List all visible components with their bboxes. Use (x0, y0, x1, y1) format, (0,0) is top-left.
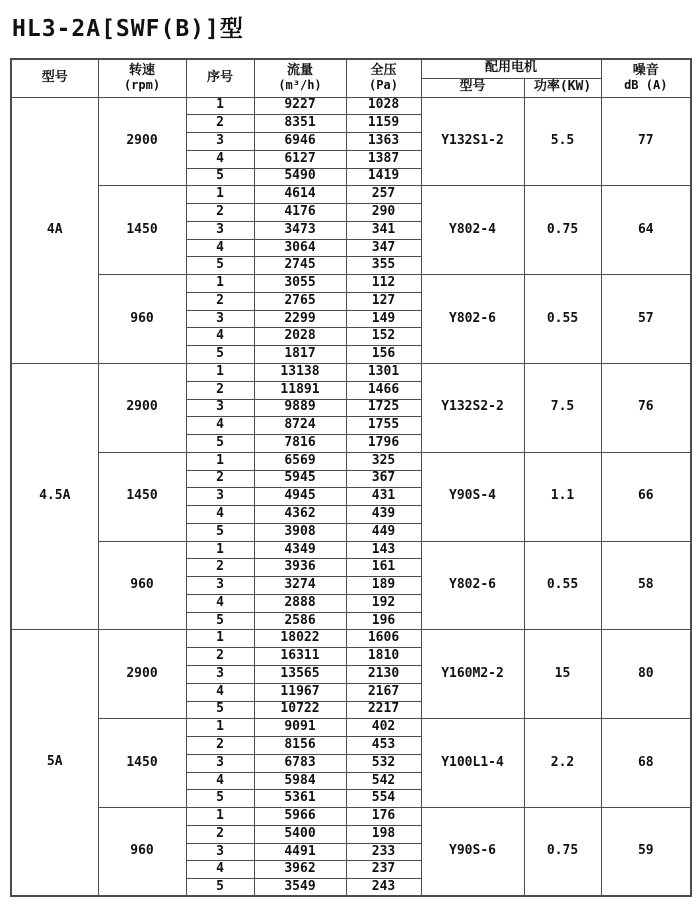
power-cell: 0.55 (524, 541, 601, 630)
motor-model-cell: Y90S-6 (421, 808, 524, 897)
flow-cell: 4176 (254, 204, 346, 222)
pressure-cell: 542 (346, 772, 421, 790)
serial-cell: 2 (186, 115, 254, 133)
serial-cell: 2 (186, 825, 254, 843)
header-noise-line1: 噪音 (632, 62, 659, 78)
noise-cell: 64 (601, 186, 691, 275)
header-motor-power: 功率(KW) (524, 78, 601, 97)
flow-cell: 2299 (254, 310, 346, 328)
flow-cell: 3936 (254, 559, 346, 577)
serial-cell: 5 (186, 257, 254, 275)
table-row (11, 363, 691, 381)
header-speed (98, 59, 186, 97)
flow-cell: 6127 (254, 150, 346, 168)
flow-cell: 5984 (254, 772, 346, 790)
motor-model-cell: Y802-4 (421, 186, 524, 275)
flow-cell: 4614 (254, 186, 346, 204)
serial-cell: 2 (186, 381, 254, 399)
pressure-cell: 1725 (346, 399, 421, 417)
power-cell: 0.75 (524, 186, 601, 275)
flow-cell: 2028 (254, 328, 346, 346)
header-serial: 序号 (186, 59, 254, 97)
pressure-cell: 127 (346, 292, 421, 310)
serial-cell: 3 (186, 221, 254, 239)
speed-cell: 1450 (98, 719, 186, 808)
flow-cell: 8156 (254, 737, 346, 755)
serial-cell: 1 (186, 186, 254, 204)
pressure-cell: 1387 (346, 150, 421, 168)
table-row (11, 719, 691, 737)
header-model: 型号 (11, 59, 98, 97)
speed-cell: 2900 (98, 97, 186, 186)
table-row (11, 452, 691, 470)
header-noise (601, 59, 691, 97)
pressure-cell: 325 (346, 452, 421, 470)
table-row (11, 808, 691, 826)
pressure-cell: 347 (346, 239, 421, 257)
serial-cell: 3 (186, 754, 254, 772)
pressure-cell: 1606 (346, 630, 421, 648)
flow-cell: 6946 (254, 133, 346, 151)
flow-cell: 4491 (254, 843, 346, 861)
serial-cell: 1 (186, 97, 254, 115)
serial-cell: 2 (186, 204, 254, 222)
noise-cell: 57 (601, 275, 691, 364)
table-header (11, 59, 691, 97)
pressure-cell: 149 (346, 310, 421, 328)
serial-cell: 1 (186, 541, 254, 559)
pressure-cell: 237 (346, 861, 421, 879)
pressure-cell: 152 (346, 328, 421, 346)
flow-cell: 16311 (254, 648, 346, 666)
header-flow-line2: (m³/h) (278, 77, 322, 92)
serial-cell: 1 (186, 275, 254, 293)
pressure-cell: 156 (346, 346, 421, 364)
speed-cell: 1450 (98, 452, 186, 541)
pressure-cell: 2130 (346, 666, 421, 684)
flow-cell: 18022 (254, 630, 346, 648)
pressure-cell: 554 (346, 790, 421, 808)
flow-cell: 3962 (254, 861, 346, 879)
pressure-cell: 449 (346, 523, 421, 541)
serial-cell: 2 (186, 292, 254, 310)
noise-cell: 58 (601, 541, 691, 630)
motor-model-cell: Y802-6 (421, 275, 524, 364)
power-cell: 0.55 (524, 275, 601, 364)
serial-cell: 5 (186, 879, 254, 897)
power-cell: 0.75 (524, 808, 601, 897)
speed-cell: 2900 (98, 630, 186, 719)
noise-cell: 59 (601, 808, 691, 897)
pressure-cell: 2167 (346, 683, 421, 701)
serial-cell: 4 (186, 861, 254, 879)
flow-cell: 2888 (254, 594, 346, 612)
header-flow (254, 59, 346, 97)
flow-cell: 1817 (254, 346, 346, 364)
header-noise-line2: dB (A) (624, 77, 668, 92)
table-row (11, 275, 691, 293)
serial-cell: 5 (186, 346, 254, 364)
power-cell: 1.1 (524, 452, 601, 541)
pressure-cell: 431 (346, 488, 421, 506)
flow-cell: 4945 (254, 488, 346, 506)
flow-cell: 8351 (254, 115, 346, 133)
table-row (11, 97, 691, 115)
table-row (11, 630, 691, 648)
flow-cell: 5490 (254, 168, 346, 186)
motor-model-cell: Y132S2-2 (421, 363, 524, 452)
pressure-cell: 257 (346, 186, 421, 204)
speed-cell: 960 (98, 808, 186, 897)
flow-cell: 3055 (254, 275, 346, 293)
power-cell: 2.2 (524, 719, 601, 808)
pressure-cell: 198 (346, 825, 421, 843)
flow-cell: 2586 (254, 612, 346, 630)
header-motor-model: 型号 (421, 78, 524, 97)
pressure-cell: 1419 (346, 168, 421, 186)
speed-cell: 2900 (98, 363, 186, 452)
pressure-cell: 196 (346, 612, 421, 630)
serial-cell: 1 (186, 363, 254, 381)
serial-cell: 5 (186, 523, 254, 541)
serial-cell: 3 (186, 577, 254, 595)
serial-cell: 1 (186, 808, 254, 826)
pressure-cell: 189 (346, 577, 421, 595)
pressure-cell: 112 (346, 275, 421, 293)
flow-cell: 11967 (254, 683, 346, 701)
noise-cell: 68 (601, 719, 691, 808)
flow-cell: 7816 (254, 435, 346, 453)
model-cell: 4A (11, 97, 98, 363)
serial-cell: 4 (186, 328, 254, 346)
flow-cell: 4349 (254, 541, 346, 559)
pressure-cell: 233 (346, 843, 421, 861)
spec-table (10, 58, 692, 897)
pressure-cell: 243 (346, 879, 421, 897)
motor-model-cell: Y132S1-2 (421, 97, 524, 186)
header-pressure-line1: 全压 (370, 62, 397, 78)
pressure-cell: 1796 (346, 435, 421, 453)
flow-cell: 2745 (254, 257, 346, 275)
table-row (11, 186, 691, 204)
serial-cell: 1 (186, 452, 254, 470)
serial-cell: 5 (186, 168, 254, 186)
header-speed-line2: (rpm) (123, 77, 161, 92)
motor-model-cell: Y90S-4 (421, 452, 524, 541)
flow-cell: 6569 (254, 452, 346, 470)
flow-cell: 3274 (254, 577, 346, 595)
serial-cell: 4 (186, 772, 254, 790)
serial-cell: 3 (186, 843, 254, 861)
noise-cell: 80 (601, 630, 691, 719)
flow-cell: 5966 (254, 808, 346, 826)
serial-cell: 5 (186, 701, 254, 719)
flow-cell: 13138 (254, 363, 346, 381)
serial-cell: 4 (186, 417, 254, 435)
flow-cell: 3473 (254, 221, 346, 239)
serial-cell: 3 (186, 310, 254, 328)
pressure-cell: 1810 (346, 648, 421, 666)
flow-cell: 5361 (254, 790, 346, 808)
pressure-cell: 1159 (346, 115, 421, 133)
flow-cell: 11891 (254, 381, 346, 399)
header-pressure-line2: (Pa) (369, 77, 398, 92)
serial-cell: 1 (186, 719, 254, 737)
serial-cell: 3 (186, 488, 254, 506)
pressure-cell: 355 (346, 257, 421, 275)
pressure-cell: 161 (346, 559, 421, 577)
pressure-cell: 176 (346, 808, 421, 826)
flow-cell: 2765 (254, 292, 346, 310)
serial-cell: 3 (186, 133, 254, 151)
flow-cell: 10722 (254, 701, 346, 719)
table-row (11, 541, 691, 559)
pressure-cell: 192 (346, 594, 421, 612)
flow-cell: 3064 (254, 239, 346, 257)
serial-cell: 3 (186, 399, 254, 417)
serial-cell: 4 (186, 239, 254, 257)
flow-cell: 9091 (254, 719, 346, 737)
pressure-cell: 453 (346, 737, 421, 755)
page-title: HL3-2A[SWF(B)]型 (12, 16, 244, 42)
serial-cell: 2 (186, 559, 254, 577)
noise-cell: 77 (601, 97, 691, 186)
pressure-cell: 341 (346, 221, 421, 239)
power-cell: 15 (524, 630, 601, 719)
flow-cell: 5400 (254, 825, 346, 843)
pressure-cell: 439 (346, 506, 421, 524)
flow-cell: 8724 (254, 417, 346, 435)
pressure-cell: 1363 (346, 133, 421, 151)
power-cell: 7.5 (524, 363, 601, 452)
pressure-cell: 1301 (346, 363, 421, 381)
header-speed-line1: 转速 (128, 62, 155, 78)
motor-model-cell: Y160M2-2 (421, 630, 524, 719)
noise-cell: 76 (601, 363, 691, 452)
serial-cell: 2 (186, 648, 254, 666)
serial-cell: 2 (186, 470, 254, 488)
serial-cell: 2 (186, 737, 254, 755)
header-row-1 (11, 59, 691, 78)
header-flow-line1: 流量 (286, 62, 313, 78)
noise-cell: 66 (601, 452, 691, 541)
serial-cell: 3 (186, 666, 254, 684)
power-cell: 5.5 (524, 97, 601, 186)
table-body (11, 97, 691, 896)
flow-cell: 13565 (254, 666, 346, 684)
speed-cell: 1450 (98, 186, 186, 275)
serial-cell: 4 (186, 506, 254, 524)
serial-cell: 1 (186, 630, 254, 648)
pressure-cell: 2217 (346, 701, 421, 719)
header-pressure (346, 59, 421, 97)
serial-cell: 4 (186, 683, 254, 701)
header-motor-group: 配用电机 (421, 59, 601, 78)
speed-cell: 960 (98, 275, 186, 364)
pressure-cell: 1028 (346, 97, 421, 115)
pressure-cell: 143 (346, 541, 421, 559)
serial-cell: 5 (186, 790, 254, 808)
serial-cell: 4 (186, 150, 254, 168)
flow-cell: 4362 (254, 506, 346, 524)
flow-cell: 9889 (254, 399, 346, 417)
serial-cell: 4 (186, 594, 254, 612)
motor-model-cell: Y100L1-4 (421, 719, 524, 808)
motor-model-cell: Y802-6 (421, 541, 524, 630)
pressure-cell: 1466 (346, 381, 421, 399)
flow-cell: 3908 (254, 523, 346, 541)
flow-cell: 6783 (254, 754, 346, 772)
flow-cell: 3549 (254, 879, 346, 897)
model-cell: 4.5A (11, 363, 98, 629)
pressure-cell: 290 (346, 204, 421, 222)
model-cell: 5A (11, 630, 98, 896)
pressure-cell: 532 (346, 754, 421, 772)
speed-cell: 960 (98, 541, 186, 630)
serial-cell: 5 (186, 612, 254, 630)
pressure-cell: 1755 (346, 417, 421, 435)
pressure-cell: 402 (346, 719, 421, 737)
pressure-cell: 367 (346, 470, 421, 488)
serial-cell: 5 (186, 435, 254, 453)
flow-cell: 5945 (254, 470, 346, 488)
flow-cell: 9227 (254, 97, 346, 115)
